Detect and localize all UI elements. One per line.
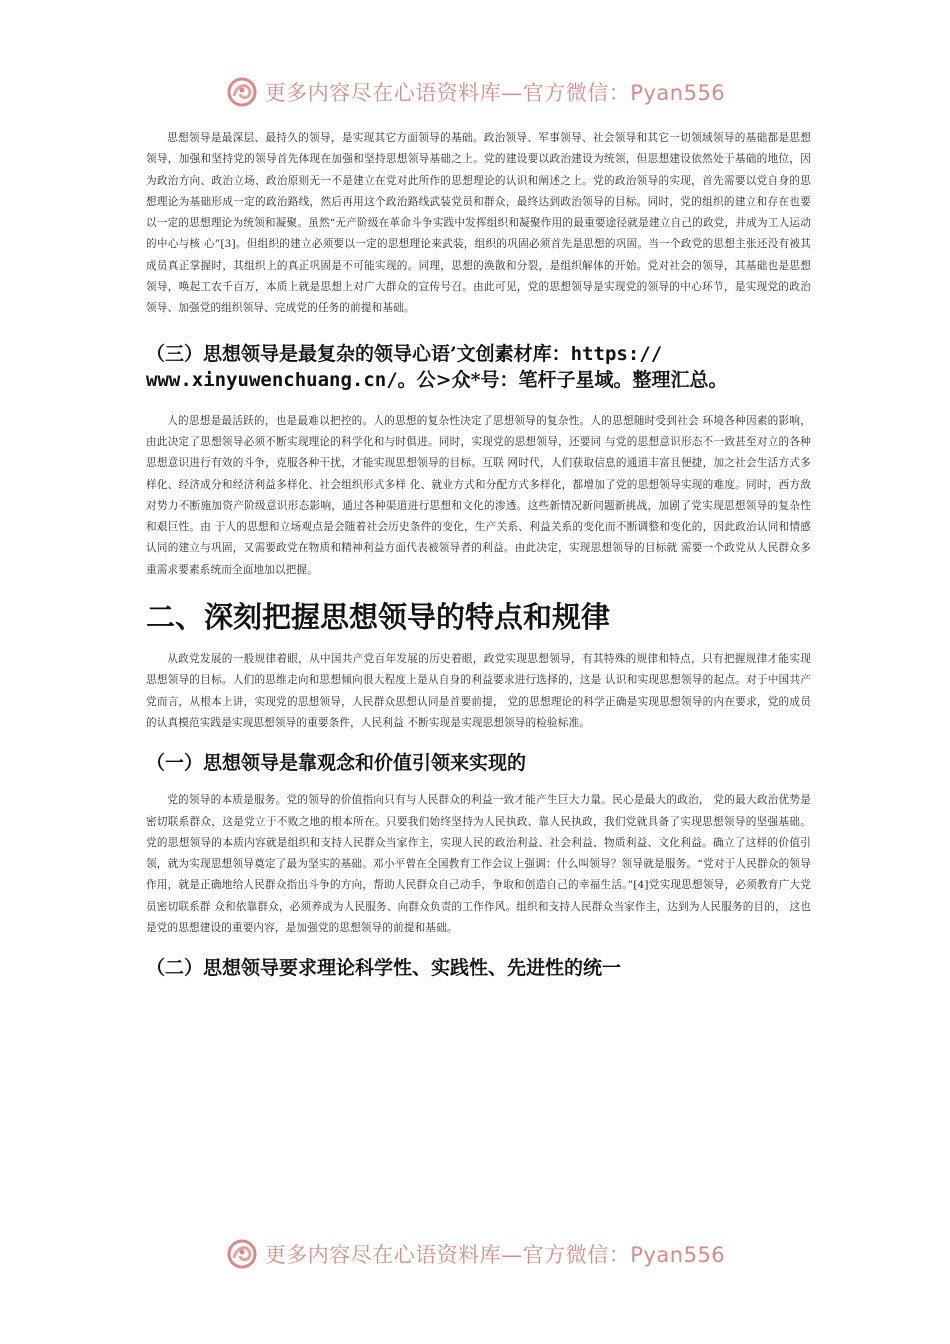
document-body xyxy=(146,128,811,981)
header-watermark-text: 更多内容尽在心语资料库—官方微信：Pyan556 xyxy=(264,81,726,105)
heading-unity-of-theory: （二）思想领导要求理论科学性、实践性、先进性的统一 xyxy=(146,957,622,980)
heading-url-part-1: https:// xyxy=(570,342,663,365)
heading-most-complex-leadership xyxy=(146,341,811,393)
paragraph-service: 党的领导的本质是服务。党的领导的价值指向只有与人民群众的利益一致才能产生巨大力量。民心是最大的政治， 党的最大政治优势是密切联系群众，这是党立于不败之地的根本所在。只要我们始终坚持为人民执政、靠人民执政，我们党就具备了实现思想领导的坚强基础。党的思想领导的本质内容就是组织和支持人民群众当家作主，实现人民的政治利益、社会利益、物质利益、文化利益。确立了这样的价值引领，就为实现思想领导奠定了最为坚实的基础。邓小平曾在全国教育工作会议上强调：什么叫领导？领导就是服务。“党对于人民群众的领导作用，就是正确地给人民群众指出斗争的方向，帮助人民群众自己动手，争取和创造自己的幸福生活。”[4]党实现思想领导，必须教育广大党员密切联系群 众和依靠群众，必须养成为人民服务、向群众负责的工作作风。组织和支持人民群众当家作主，达到为人民服务的目的， 这也是党的思想建设的重要内容，是加强党的思想领导的前提和基础。 xyxy=(146,794,811,935)
paragraph-general-laws: 从政党发展的一般规律着眼，从中国共产党百年发展的历史着眼，政党实现思想领导，有其特殊的规律和特点，只有把握规律才能实现思想领导的目标。人们的思维走向和思想倾向很大程度上是从自身的利益要求进行选择的，这是 认识和实现思想领导的起点。对于中国共产党而言，从根本上讲，实现党的思想领导，人民群众思想认同是首要前提， 党的思想理论的科学正确是实现思想领导的内在要求，党的成员的认真模范实践是实现思想领导的重要条件，人民利益 不断实现是实现思想领导的检验标准。 xyxy=(146,653,811,729)
swirl-logo-icon xyxy=(225,1237,259,1271)
paragraph-ideological-foundation: 思想领导是最深层、最持久的领导，是实现其它方面领导的基础。政治领导、军事领导、社会领导和其它一切领域领导的基础都是思想领导，加强和坚持党的领导首先体现在加强和坚持思想领导基础之上。党的建设要以政治建设为统领，但思想建设依然处于基础的地位，因为政治方向、政治立场、政治原则无一不是建立在党对此所作的思想理论的认识和阐述之上。党的政治领导的实现，首先需要以党自身的思想理论为基础形成一定的政治路线，然后再用这个政治路线武装党员和群众，最终达到政治领导的目标。同时，党的组织的建立和存在也要以一定的思想理论为统领和凝聚。虽然“无产阶级在革命斗争实践中发挥组织和凝聚作用的最重要途径就是建立自己的政党，并成为工人运动的中心与核 心”[3]。但组织的建立必须要以一定的思想理论来武装，组织的巩固必须首先是思想的巩固。当一个政党的思想主张还没有被其成员真正掌握时，其组织上的真正巩固是不可能实现的。同理，思想的涣散和分裂，是组织解体的开始。党对社会的领导，其基础也是思想领导，唤起工农千百万，本质上就是思想上对广大群众的宣传号召。由此可见，党的思想领导是实现党的领导的中心环节，是实现党的政治领导、加强党的组织领导、完成党的任务的前提和基础。 xyxy=(146,132,811,315)
footer-watermark-text: 更多内容尽在心语资料库—官方微信：Pyan556 xyxy=(264,1243,726,1267)
heading-values-guidance: （一）思想领导是靠观念和价值引领来实现的 xyxy=(146,752,527,775)
heading-part-2: 。公>众*号：笔杆子星域。整理汇总。 xyxy=(397,368,728,391)
paragraph-complexity: 人的思想是最活跃的，也是最难以把控的。人的思想的复杂性决定了思想领导的复杂性。人的思想随时受到社会 环境各种因素的影响，由此决定了思想领导必须不断实现理论的科学化和与时俱进。同时，实现党的思想领导，还要同 与党的思想意识形态不一致甚至对立的各种思想意识进行有效的斗争，克服各种干扰，才能实现思想领导的目标。互联 网时代，人们获取信息的通道丰富且便捷，加之社会生活方式多样化、经济成分和经济利益多样化、社会组织形式多样 化、就业方式和分配方式多样化，都增加了党的思想领导实现的难度。同时，西方敌对势力不断施加资产阶级意识形态影响，通过各种渠道进行思想和文化的渗透。这些新情况新问题新挑战，加剧了党实现思想领导的复杂性和艰巨性。由 于人的思想和立场观点是会随着社会历史条件的变化，生产关系、利益关系的变化而不断调整和变化的，因此政治认同和情感认同的建立与巩固，又需要政党在物质和精神利益方面代表被领导者的利益。由此决定，实现思想领导的目标就 需要一个政党从人民群众多重需求要素系统而全面地加以把握。 xyxy=(146,414,811,576)
swirl-logo-icon xyxy=(225,75,259,109)
heading-characteristics-and-laws: 二、深刻把握思想领导的特点和规律 xyxy=(146,600,611,635)
header-watermark-banner xyxy=(0,72,950,112)
heading-url-part-2: www.xinyuwenchuang.cn/ xyxy=(146,368,398,391)
heading-part-1: （三）思想领导是最复杂的领导心语’文创素材库： xyxy=(146,342,571,365)
footer-watermark-banner xyxy=(0,1234,950,1274)
